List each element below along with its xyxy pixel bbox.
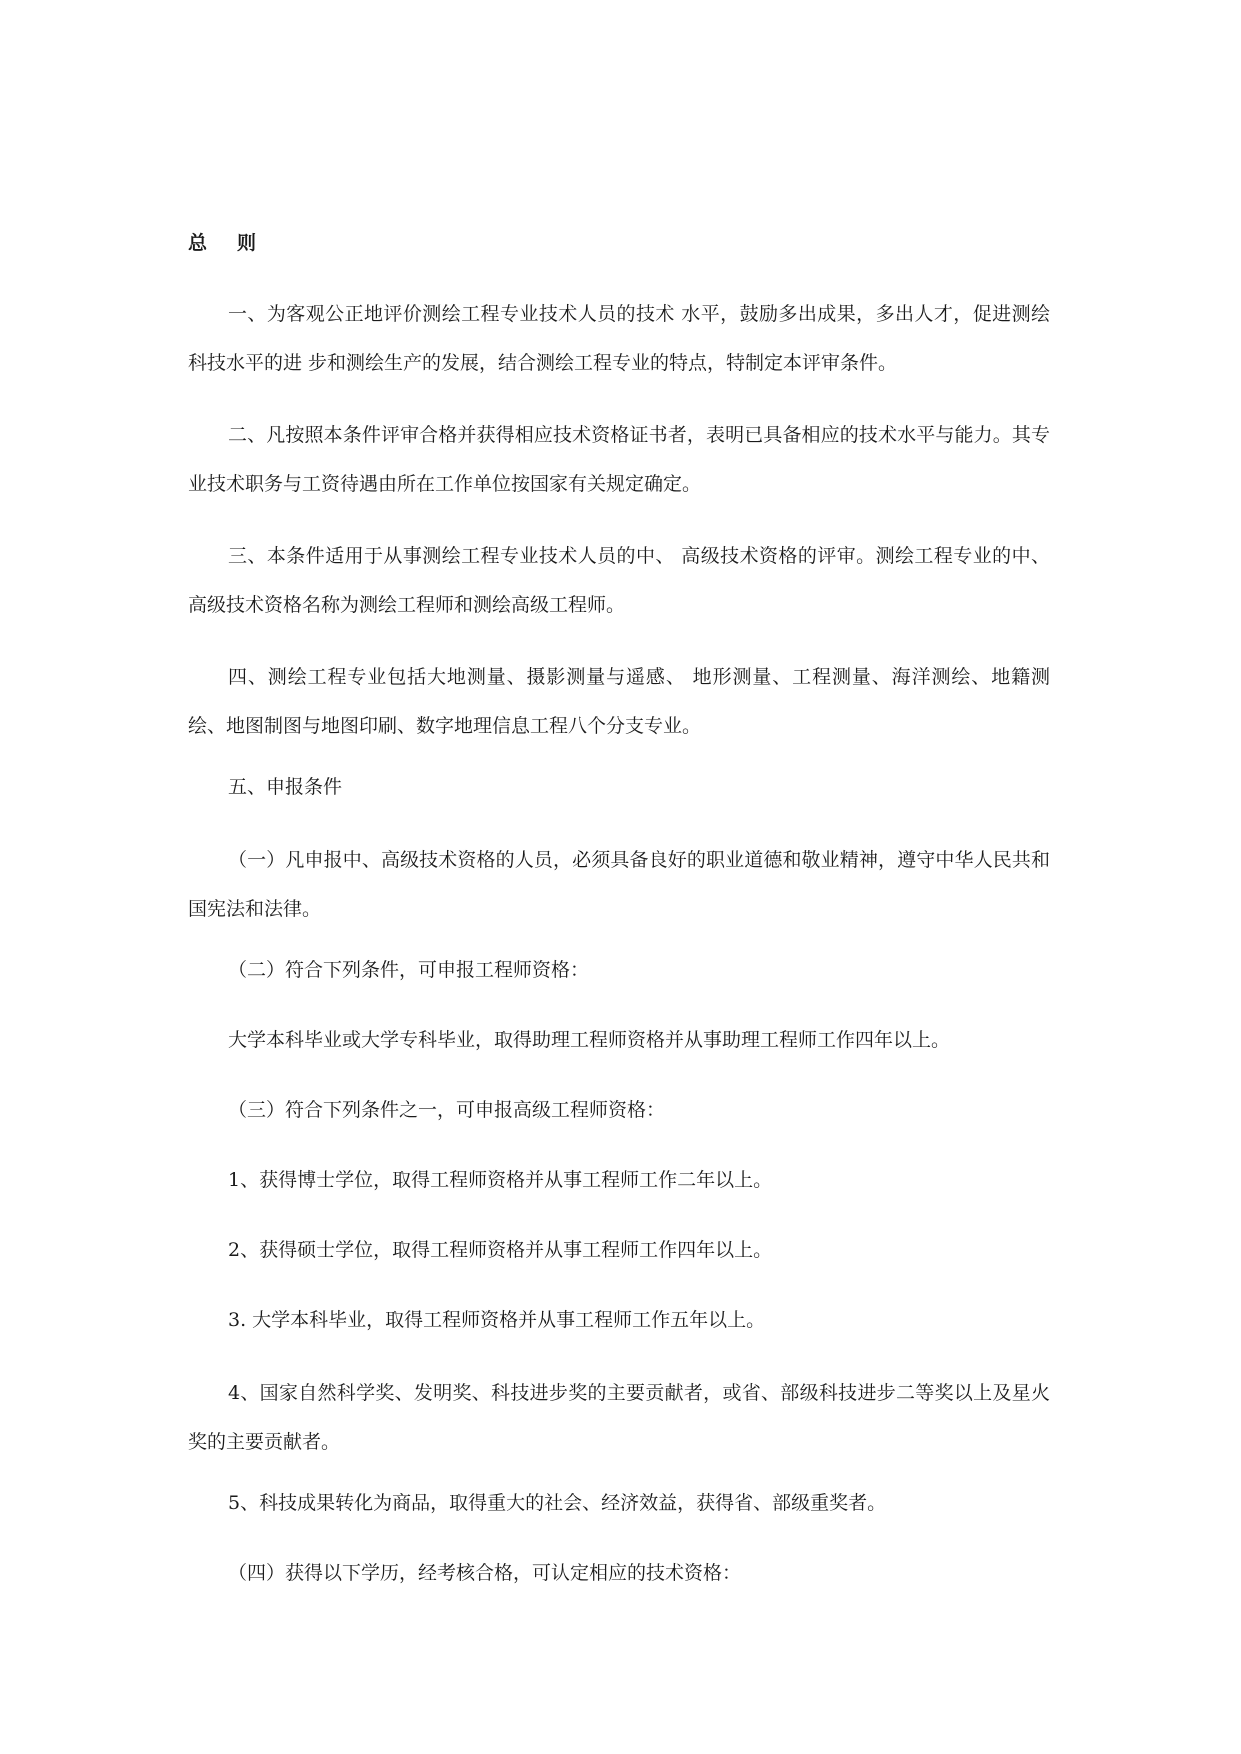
paragraph-9: （三）符合下列条件之一，可申报高级工程师资格：: [228, 1099, 666, 1121]
paragraph-6: （一）凡申报中、高级技术资格的人员，必须具备良好的职业道德和敬业精神，遵守中华人民共和国宪法和法律。: [188, 849, 1050, 920]
section-heading: 总则: [188, 232, 287, 254]
paragraph-3: 三、本条件适用于从事测绘工程专业技术人员的中、 高级技术资格的评审。测绘工程专业的中、高级技术资格名称为测绘工程师和测绘高级工程师。: [188, 545, 1050, 616]
paragraph-13: 4、国家自然科学奖、发明奖、科技进步奖的主要贡献者，或省、部级科技进步二等奖以上及星火奖的主要贡献者。: [188, 1382, 1050, 1453]
paragraph-14: 5、科技成果转化为商品，取得重大的社会、经济效益，获得省、部级重奖者。: [228, 1492, 887, 1514]
paragraph-1: 一、为客观公正地评价测绘工程专业技术人员的技术 水平，鼓励多出成果，多出人才，促进测绘科技水平的进 步和测绘生产的发展，结合测绘工程专业的特点，特制定本评审条件。: [188, 303, 1050, 374]
paragraph-10: 1、获得博士学位，取得工程师资格并从事工程师工作二年以上。: [228, 1169, 773, 1191]
paragraph-5: 五、申报条件: [228, 776, 343, 798]
paragraph-11: 2、获得硕士学位，取得工程师资格并从事工程师工作四年以上。: [228, 1239, 773, 1261]
paragraph-4: 四、测绘工程专业包括大地测量、摄影测量与遥感、 地形测量、工程测量、海洋测绘、地籍测绘、地图制图与地图印刷、数字地理信息工程八个分支专业。: [188, 666, 1050, 737]
paragraph-7: （二）符合下列条件，可申报工程师资格：: [228, 959, 590, 981]
paragraph-8: 大学本科毕业或大学专科毕业，取得助理工程师资格并从事助理工程师工作四年以上。: [228, 1029, 951, 1051]
paragraph-12: 3. 大学本科毕业，取得工程师资格并从事工程师工作五年以上。: [228, 1309, 766, 1331]
paragraph-2: 二、凡按照本条件评审合格并获得相应技术资格证书者，表明已具备相应的技术水平与能力。其专业技术职务与工资待遇由所在工作单位按国家有关规定确定。: [188, 424, 1050, 495]
paragraph-15: （四）获得以下学历，经考核合格，可认定相应的技术资格：: [228, 1562, 742, 1584]
